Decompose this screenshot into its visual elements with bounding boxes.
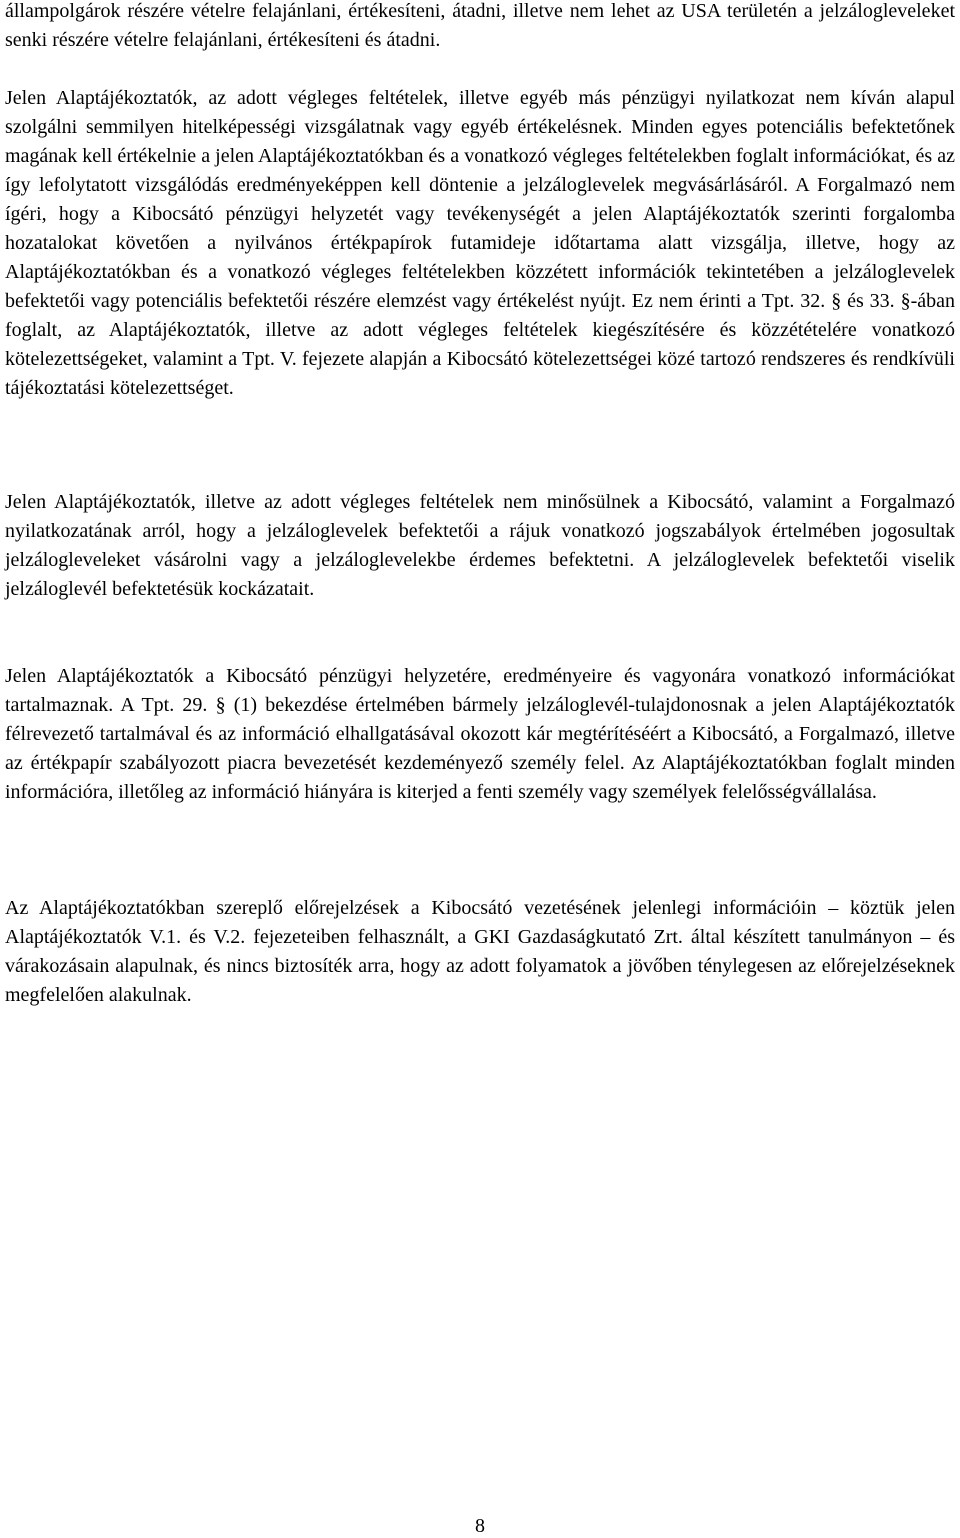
page-number: 8	[475, 1515, 485, 1537]
document-page	[5, 0, 955, 1537]
paragraph-us-restriction: állampolgárok részére vételre felajánlani, értékesíteni, átadni, illetve nem lehet az USA területén a jelzálogleveleket senki részére vételre felajánlani, értékesíteni és átadni.	[5, 0, 955, 51]
paragraph-liability: Jelen Alaptájékoztatók a Kibocsátó pénzügyi helyzetére, eredményeire és vagyonára vonatkozó információkat tartalmaznak. A Tpt. 29. § (1) bekezdése értelmében bármely jelzáloglevél-tulajdonosnak a jelen Alaptájékoztatók félrevezető tartalmával és az információ elhallgatásával okozott kár megtérítéséért a Kibocsátó, a Forgalmazó, illetve az értékpapír szabályozott piacra bevezetését kezdeményező személy felel. Az Alaptájékoztatókban foglalt minden információra, illetőleg az információ hiányára is kiterjed a fenti személy vagy személyek felelősségvállalása.	[5, 665, 955, 803]
paragraph-forecasts: Az Alaptájékoztatókban szereplő előrejelzések a Kibocsátó vezetésének jelenlegi információin – köztük jelen Alaptájékoztatók V.1. és V.2. fejezeteiben felhasznált, a GKI Gazdaságkutató Zrt. által készített tanulmányon – és várakozásain alapulnak, és nincs biztosíték arra, hogy az adott folyamatok a jövőben ténylegesen az előrejelzéseknek megfelelően alakulnak.	[5, 897, 955, 1006]
paragraph-no-investment-qualification: Jelen Alaptájékoztatók, illetve az adott végleges feltételek nem minősülnek a Kibocsátó, valamint a Forgalmazó nyilatkozatának arról, hogy a jelzáloglevelek befektetői a rájuk vonatkozó jogszabályok értelmében jogosultak jelzálogleveleket vásárolni vagy a jelzáloglevelekbe érdemes befektetni. A jelzáloglevelek befektetői viselik jelzáloglevél befektetésük kockázatait.	[5, 491, 955, 600]
paragraph-no-credit-assessment: Jelen Alaptájékoztatók, az adott végleges feltételek, illetve egyéb más pénzügyi nyilatkozat nem kíván alapul szolgálni semmilyen hitelképességi vizsgálatnak vagy egyéb értékelésnek. Minden egyes potenciális befektetőnek magának kell értékelnie a jelen Alaptájékoztatókban és a vonatkozó végleges feltételekben foglalt információkat, és az így lefolytatott vizsgálódás eredményeképpen kell döntenie a jelzáloglevelek megvásárlásáról. A Forgalmazó nem ígéri, hogy a Kibocsátó pénzügyi helyzetét vagy tevékenységét a jelen Alaptájékoztatók szerinti forgalomba hozatalokat követően a nyilvános értékpapírok futamideje időtartama alatt vizsgálja, illetve, hogy az Alaptájékoztatókban és a vonatkozó végleges feltételekben közzétett információk tekintetében a jelzáloglevelek befektetői vagy potenciális befektetői részére elemzést vagy értékelést nyújt. Ez nem érinti a Tpt. 32. § és 33. §-ában foglalt, az Alaptájékoztatók, illetve az adott végleges feltételek kiegészítésére és közzétételére vonatkozó kötelezettségeket, valamint a Tpt. V. fejezete alapján a Kibocsátó kötelezettségei közé tartozó rendszeres és rendkívüli tájékoztatási kötelezettséget.	[5, 87, 955, 399]
